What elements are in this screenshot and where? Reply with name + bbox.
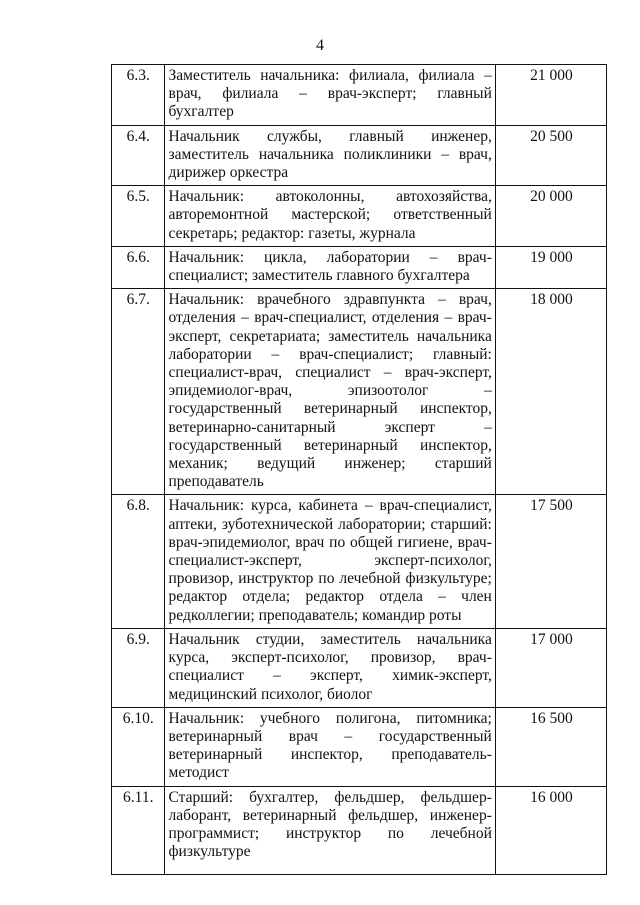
salary-amount: 20 000 — [495, 186, 606, 247]
table-row — [112, 628, 607, 707]
position-description: Начальник: учебного полигона, питомника; ветеринарный врач – государственный ветеринарный инспектор, преподаватель-методист — [164, 707, 495, 786]
table-row — [112, 65, 607, 126]
salary-table — [111, 64, 607, 875]
table-row — [112, 289, 607, 495]
table-row — [112, 707, 607, 786]
position-description: Начальник студии, заместитель начальника курса, эксперт-психолог, провизор, врач-специалист – эксперт, химик-эксперт, медицинский психолог, биолог — [164, 628, 495, 707]
row-number: 6.9. — [112, 628, 165, 707]
table-row — [112, 246, 607, 288]
table-row — [112, 186, 607, 247]
row-number: 6.11. — [112, 786, 165, 874]
row-number: 6.4. — [112, 125, 165, 186]
row-number: 6.6. — [112, 246, 165, 288]
row-number: 6.5. — [112, 186, 165, 247]
position-description: Заместитель начальника: филиала, филиала – врач, филиала – врач-эксперт; главный бухгалтер — [164, 65, 495, 126]
row-number: 6.8. — [112, 495, 165, 628]
page-number: 4 — [316, 37, 324, 54]
row-number: 6.7. — [112, 289, 165, 495]
table-row — [112, 125, 607, 186]
position-description: Старший: бухгалтер, фельдшер, фельдшер-лаборант, ветеринарный фельдшер, инженер-программист; инструктор по лечебной физкультуре — [164, 786, 495, 874]
salary-amount: 18 000 — [495, 289, 606, 495]
row-number: 6.10. — [112, 707, 165, 786]
position-description: Начальник: курса, кабинета – врач-специалист, аптеки, зуботехнической лаборатории; старший: врач-эпидемиолог, врач по общей гигиене, врач-специалист-эксперт, эксперт-психолог, провизор, инструктор по лечебной физкультуре; редактор отдела; редактор отдела – член редколлегии; преподаватель; командир роты — [164, 495, 495, 628]
salary-amount: 21 000 — [495, 65, 606, 126]
position-description: Начальник: цикла, лаборатории – врач-специалист; заместитель главного бухгалтера — [164, 246, 495, 288]
position-description: Начальник: автоколонны, автохозяйства, авторемонтной мастерской; ответственный секретарь; редактор: газеты, журнала — [164, 186, 495, 247]
position-description: Начальник службы, главный инженер, заместитель начальника поликлиники – врач, дирижер оркестра — [164, 125, 495, 186]
position-description: Начальник: врачебного здравпункта – врач, отделения – врач-специалист, отделения – врач-эксперт, секретариата; заместитель начальника лаборатории – врач-специалист; главный: специалист-врач, специалист – врач-эксперт, эпидемиолог-врач, эпизоотолог – государственный ветеринарный инспектор, ветеринарно-санитарный эксперт – государственный ветеринарный инспектор, механик; ведущий инженер; старший преподаватель — [164, 289, 495, 495]
table-row — [112, 786, 607, 874]
salary-amount: 17 500 — [495, 495, 606, 628]
table-row — [112, 495, 607, 628]
salary-amount: 17 000 — [495, 628, 606, 707]
salary-amount: 16 000 — [495, 786, 606, 874]
salary-amount: 20 500 — [495, 125, 606, 186]
row-number: 6.3. — [112, 65, 165, 126]
salary-amount: 19 000 — [495, 246, 606, 288]
salary-amount: 16 500 — [495, 707, 606, 786]
